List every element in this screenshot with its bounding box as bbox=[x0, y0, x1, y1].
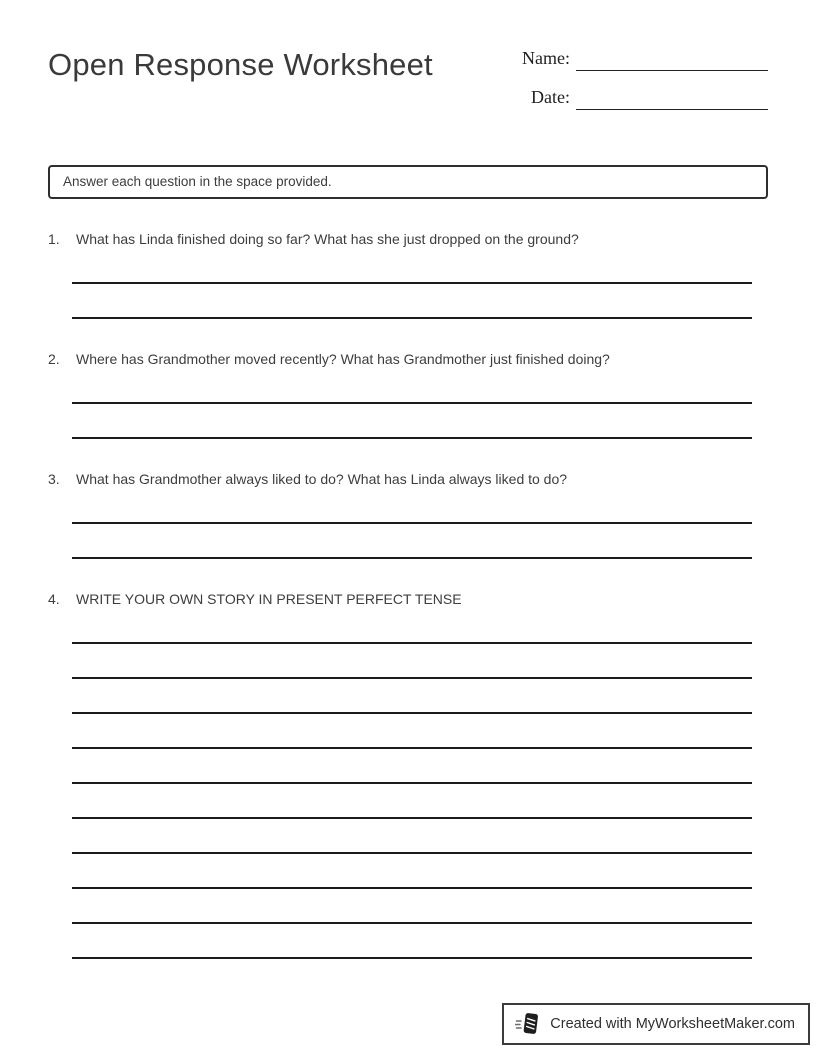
answer-line bbox=[72, 249, 752, 284]
name-blank-line bbox=[576, 70, 768, 71]
footer-credit[interactable] bbox=[502, 1003, 810, 1045]
question-number: 1. bbox=[48, 231, 60, 247]
question-row bbox=[48, 230, 768, 249]
date-label: Date: bbox=[531, 87, 570, 107]
answer-line bbox=[72, 819, 752, 854]
answer-line bbox=[72, 284, 752, 319]
answer-line bbox=[72, 609, 752, 644]
answer-line bbox=[72, 784, 752, 819]
answer-line bbox=[72, 714, 752, 749]
answer-lines bbox=[72, 609, 752, 959]
question-text: Where has Grandmother moved recently? What has Grandmother just finished doing? bbox=[76, 351, 610, 367]
answer-line bbox=[72, 524, 752, 559]
question-text: WRITE YOUR OWN STORY IN PRESENT PERFECT TENSE bbox=[76, 591, 462, 607]
answer-line bbox=[72, 854, 752, 889]
question bbox=[48, 590, 768, 959]
date-row bbox=[518, 85, 768, 124]
answer-lines bbox=[72, 369, 752, 439]
name-label: Name: bbox=[522, 48, 570, 68]
question bbox=[48, 230, 768, 319]
question bbox=[48, 350, 768, 439]
worksheet-header bbox=[48, 46, 768, 128]
footer-credit-text: Created with MyWorksheetMaker.com bbox=[550, 1016, 795, 1032]
name-date-block bbox=[518, 46, 768, 124]
question-text: What has Linda finished doing so far? What has she just dropped on the ground? bbox=[76, 231, 579, 247]
answer-line bbox=[72, 489, 752, 524]
instructions-text: Answer each question in the space provided. bbox=[63, 174, 332, 189]
instructions-box bbox=[48, 165, 768, 199]
page-title: Open Response Worksheet bbox=[48, 47, 433, 82]
question-number: 3. bbox=[48, 471, 60, 487]
question-text: What has Grandmother always liked to do? What has Linda always liked to do? bbox=[76, 471, 568, 487]
date-blank-line bbox=[576, 109, 768, 110]
question bbox=[48, 470, 768, 559]
answer-line bbox=[72, 369, 752, 404]
answer-line bbox=[72, 924, 752, 959]
worksheet-maker-logo-icon bbox=[515, 1011, 541, 1037]
questions-list bbox=[48, 230, 768, 959]
name-row bbox=[518, 46, 768, 85]
answer-line bbox=[72, 749, 752, 784]
answer-lines bbox=[72, 489, 752, 559]
answer-line bbox=[72, 679, 752, 714]
answer-line bbox=[72, 889, 752, 924]
answer-line bbox=[72, 404, 752, 439]
question-row bbox=[48, 470, 768, 489]
question-number: 2. bbox=[48, 351, 60, 367]
question-number: 4. bbox=[48, 591, 60, 607]
answer-lines bbox=[72, 249, 752, 319]
question-row bbox=[48, 590, 768, 609]
question-row bbox=[48, 350, 768, 369]
answer-line bbox=[72, 644, 752, 679]
